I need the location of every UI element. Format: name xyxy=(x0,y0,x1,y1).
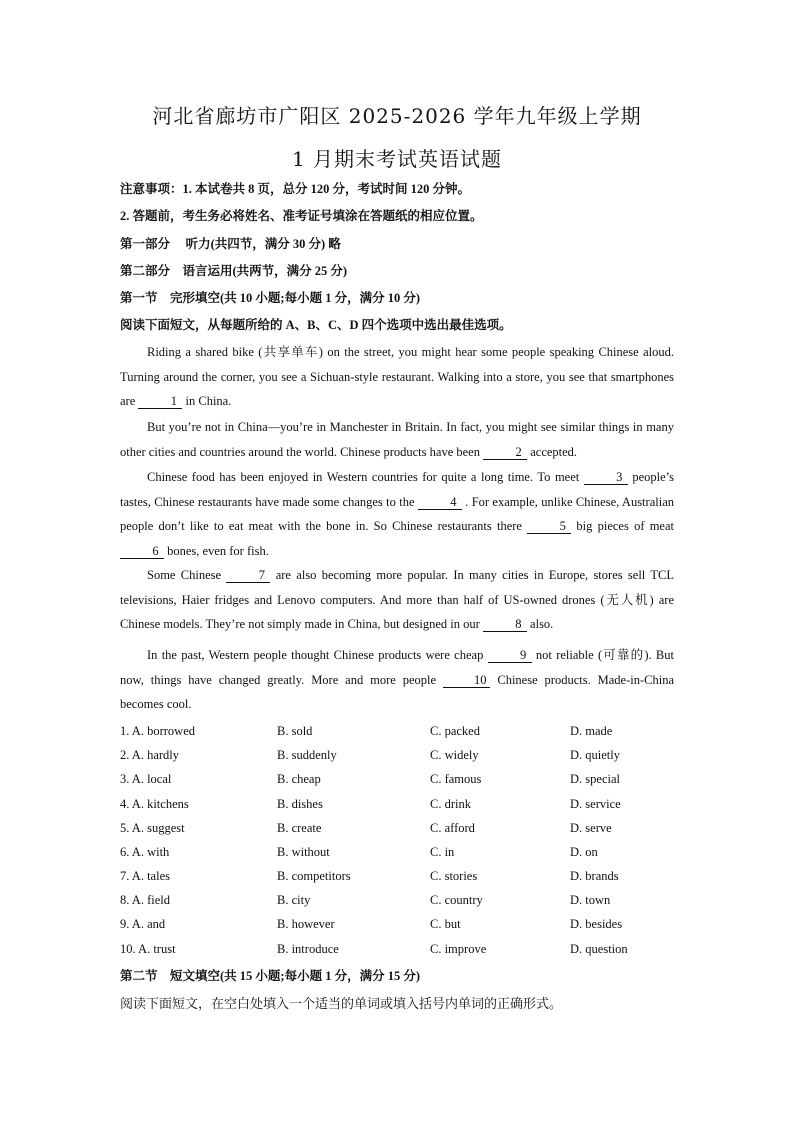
option-d: D. serve xyxy=(570,821,612,835)
blank-7: 7 xyxy=(226,568,270,583)
passage-text: . For example, unlike Chinese, Australian people don’t like to eat meat with the bone in. So Chinese restaurants there xyxy=(120,494,674,533)
exam-title-line2: 1 月期末考试英语试题 xyxy=(291,147,503,171)
option-d: D. brands xyxy=(570,869,619,883)
passage-text: Chinese products. Made-in-China becomes cool. xyxy=(120,672,674,711)
option-b: B. however xyxy=(277,917,335,931)
option-a: 2. A. hardly xyxy=(120,748,180,762)
option-d: D. service xyxy=(570,797,621,811)
option-b: B. competitors xyxy=(277,869,351,883)
option-b: B. sold xyxy=(277,724,313,738)
option-a: 7. A. tales xyxy=(120,869,170,883)
option-c: C. famous xyxy=(430,772,482,786)
passage-text: also. xyxy=(526,617,554,631)
notes-line1: 注意事项：1. 本试卷共 8 页，总分 120 分，考试时间 120 分钟。 xyxy=(120,182,471,196)
section2-heading: 第二节 短文填空(共 15 小题;每小题 1 分，满分 15 分) xyxy=(120,969,420,983)
passage-text: In the past, Western people thought Chinese products were cheap xyxy=(147,648,488,662)
option-c: C. packed xyxy=(430,724,480,738)
option-a: 3. A. local xyxy=(120,772,172,786)
passage-paragraph-2 xyxy=(120,415,674,464)
option-c: C. stories xyxy=(430,869,478,883)
passage-text: Some Chinese xyxy=(147,568,227,582)
passage-text: not reliable (可靠的). But now, things have changed greatly. More and more people xyxy=(120,648,674,687)
passage-paragraph-3 xyxy=(120,465,674,563)
option-c: C. improve xyxy=(430,942,487,956)
question-options-row xyxy=(120,821,680,841)
option-b: B. dishes xyxy=(277,797,323,811)
option-c: C. widely xyxy=(430,748,479,762)
blank-10: 10 xyxy=(443,673,491,688)
part1-heading: 第一部分 听力(共四节，满分 30 分) 略 xyxy=(120,237,341,251)
question-options-row xyxy=(120,917,680,937)
section1-instruction: 阅读下面短文，从每题所给的 A、B、C、D 四个选项中选出最佳选项。 xyxy=(120,318,512,332)
option-b: B. cheap xyxy=(277,772,321,786)
passage-text: big pieces of meat xyxy=(571,519,674,533)
option-c: C. afford xyxy=(430,821,475,835)
passage-text: people’s tastes, Chinese restaurants have made some changes to the xyxy=(120,470,674,509)
option-b: B. create xyxy=(277,821,322,835)
option-a: 9. A. and xyxy=(120,917,166,931)
passage-text: bones, even for fish. xyxy=(164,543,269,558)
question-options-row xyxy=(120,869,680,889)
section2-instruction: 阅读下面短文，在空白处填入一个适当的单词或填入括号内单词的正确形式。 xyxy=(120,996,563,1011)
option-d: D. town xyxy=(570,893,611,907)
option-d: D. quietly xyxy=(570,748,620,762)
passage-text: Riding a shared bike (共享单车) on the street, you might hear some people speaking Chinese aloud. Turning around the corner, you see a Sichuan-style restaurant. Walking into a store, you see that smartphones are xyxy=(120,345,674,408)
question-options-row xyxy=(120,772,680,792)
option-d: D. on xyxy=(570,845,598,859)
option-a: 1. A. borrowed xyxy=(120,724,195,738)
blank-2: 2 xyxy=(483,445,527,460)
blank-5: 5 xyxy=(527,519,571,534)
passage-paragraph-4 xyxy=(120,563,674,637)
passage-text: Chinese food has been enjoyed in Western countries for quite a long time. To meet xyxy=(147,470,584,484)
passage-text: in China. xyxy=(182,394,232,408)
question-options-row xyxy=(120,724,680,744)
notes-line2: 2. 答题前，考生务必将姓名、准考证号填涂在答题纸的相应位置。 xyxy=(120,209,483,223)
passage-paragraph-5 xyxy=(120,643,674,717)
blank-8: 8 xyxy=(483,617,527,632)
blank-4: 4 xyxy=(418,495,462,510)
option-b: B. suddenly xyxy=(277,748,337,762)
option-d: D. besides xyxy=(570,917,623,931)
passage-text: But you’re not in China—you’re in Manchester in Britain. In fact, you might see similar things in many other cities and countries around the world. Chinese products have been xyxy=(120,420,674,459)
section1-heading: 第一节 完形填空(共 10 小题;每小题 1 分，满分 10 分) xyxy=(120,291,420,305)
option-b: B. introduce xyxy=(277,942,339,956)
question-options-row xyxy=(120,893,680,913)
passage-text: are also becoming more popular. In many cities in Europe, stores sell TCL televisions, Haier fridges and Lenovo computers. And more than half of US-owned drones (无人机) are Chinese models. They’re not simply made in China, but designed in our xyxy=(120,568,674,631)
option-a: 4. A. kitchens xyxy=(120,797,189,811)
option-d: D. special xyxy=(570,772,620,786)
question-options-row xyxy=(120,748,680,768)
question-options-row xyxy=(120,797,680,817)
option-d: D. question xyxy=(570,942,628,956)
part2-heading: 第二部分 语言运用(共两节，满分 25 分) xyxy=(120,264,348,278)
option-c: C. drink xyxy=(430,797,471,811)
option-b: B. without xyxy=(277,845,330,859)
option-c: C. but xyxy=(430,917,461,931)
option-a: 8. A. field xyxy=(120,893,170,907)
question-options-row xyxy=(120,845,680,865)
option-a: 6. A. with xyxy=(120,845,170,859)
passage-paragraph-1 xyxy=(120,340,674,414)
question-options-row xyxy=(120,942,680,962)
option-c: C. in xyxy=(430,845,455,859)
option-c: C. country xyxy=(430,893,483,907)
blank-3: 3 xyxy=(584,470,628,485)
option-b: B. city xyxy=(277,893,311,907)
exam-title-line1: 河北省廊坊市广阳区 2025-2026 学年九年级上学期 xyxy=(152,104,642,128)
blank-1: 1 xyxy=(138,394,182,409)
blank-9: 9 xyxy=(488,648,532,663)
option-a: 5. A. suggest xyxy=(120,821,185,835)
passage-text: accepted. xyxy=(527,444,578,459)
blank-6: 6 xyxy=(120,544,164,559)
option-d: D. made xyxy=(570,724,613,738)
option-a: 10. A. trust xyxy=(120,942,176,956)
